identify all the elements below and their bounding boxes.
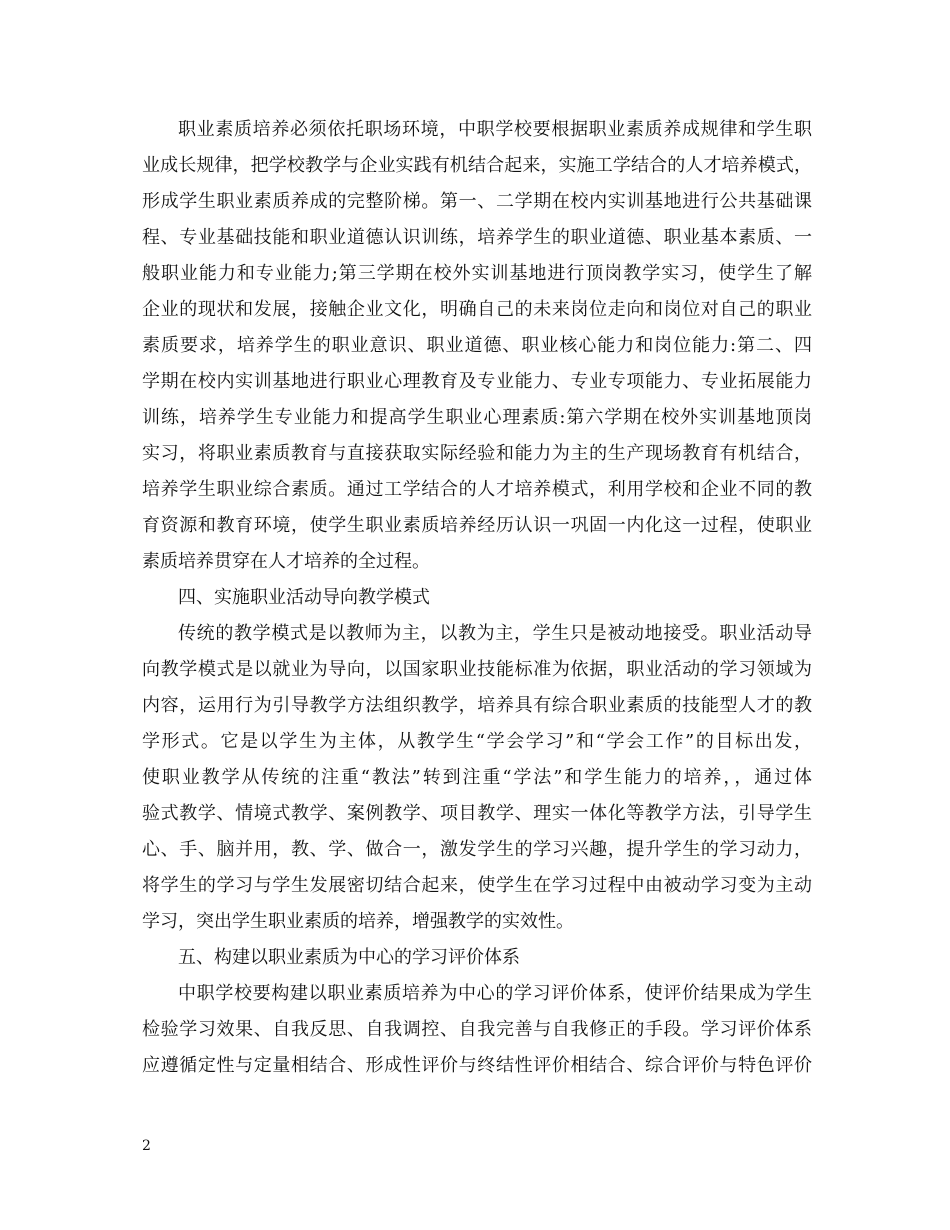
paragraph-2: [142, 616, 812, 940]
heading-text: 四、实施职业活动导向教学模式: [178, 587, 430, 608]
heading-text: 五、构建以职业素质为中心的学习评价体系: [178, 947, 520, 968]
text-line: 实习，将职业素质教育与直接获取实际经验和能力为主的生产现场教育有机结合，: [142, 443, 812, 464]
text-line: 素质培养贯穿在人才培养的全过程。: [142, 551, 430, 572]
text-line: 中职学校要构建以职业素质培养为中心的学习评价体系，使评价结果成为学生: [178, 983, 812, 1004]
section-heading-5: [142, 940, 812, 976]
page-number: 2: [142, 1138, 151, 1154]
text-line: 向教学模式是以就业为导向，以国家职业技能标准为依据，职业活动的学习领域为: [142, 659, 812, 680]
document-body: [142, 112, 812, 1084]
text-line: 传统的教学模式是以教师为主，以教为主，学生只是被动地接受。职业活动导: [178, 623, 812, 644]
text-line: 使职业教学从传统的注重“教法”转到注重“学法”和学生能力的培养，，通过体: [142, 767, 812, 788]
text-line: 将学生的学习与学生发展密切结合起来，使学生在学习过程中由被动学习变为主动: [142, 875, 812, 896]
text-line: 程、专业基础技能和职业道德认识训练，培养学生的职业道德、职业基本素质、一: [142, 227, 812, 248]
text-line: 培养学生职业综合素质。通过工学结合的人才培养模式，利用学校和企业不同的教: [142, 479, 812, 500]
section-heading-4: [142, 580, 812, 616]
text-line: 内容，运用行为引导教学方法组织教学，培养具有综合职业素质的技能型人才的教: [142, 695, 812, 716]
text-line: 验式教学、情境式教学、案例教学、项目教学、理实一体化等教学方法，引导学生: [142, 803, 812, 824]
text-line: 育资源和教育环境，使学生职业素质培养经历认识一巩固一内化这一过程，使职业: [142, 515, 812, 536]
paragraph-3: [142, 976, 812, 1084]
text-line: 训练，培养学生专业能力和提高学生职业心理素质:第六学期在校外实训基地顶岗: [142, 407, 812, 428]
text-line: 检验学习效果、自我反思、自我调控、自我完善与自我修正的手段。学习评价体系: [142, 1019, 812, 1040]
text-line: 心、手、脑并用，教、学、做合一，激发学生的学习兴趣，提升学生的学习动力，: [142, 839, 812, 860]
paragraph-1: [142, 112, 812, 580]
text-line: 应遵循定性与定量相结合、形成性评价与终结性评价相结合、综合评价与特色评价: [142, 1055, 812, 1076]
text-line: 学形式。它是以学生为主体，从教学生“学会学习”和“学会工作”的目标出发，: [142, 731, 812, 752]
text-line: 学期在校内实训基地进行职业心理教育及专业能力、专业专项能力、专业拓展能力: [142, 371, 812, 392]
text-line: 企业的现状和发展，接触企业文化，明确自己的未来岗位走向和岗位对自己的职业: [142, 299, 812, 320]
text-line: 形成学生职业素质养成的完整阶梯。第一、二学期在校内实训基地进行公共基础课: [142, 191, 812, 212]
text-line: 般职业能力和专业能力;第三学期在校外实训基地进行顶岗教学实习，使学生了解: [142, 263, 812, 284]
text-line: 素质要求，培养学生的职业意识、职业道德、职业核心能力和岗位能力:第二、四: [142, 335, 812, 356]
text-line: 职业素质培养必须依托职场环境，中职学校要根据职业素质养成规律和学生职: [178, 119, 812, 140]
text-line: 业成长规律，把学校教学与企业实践有机结合起来，实施工学结合的人才培养模式，: [142, 155, 812, 176]
text-line: 学习，突出学生职业素质的培养，增强教学的实效性。: [142, 911, 574, 932]
